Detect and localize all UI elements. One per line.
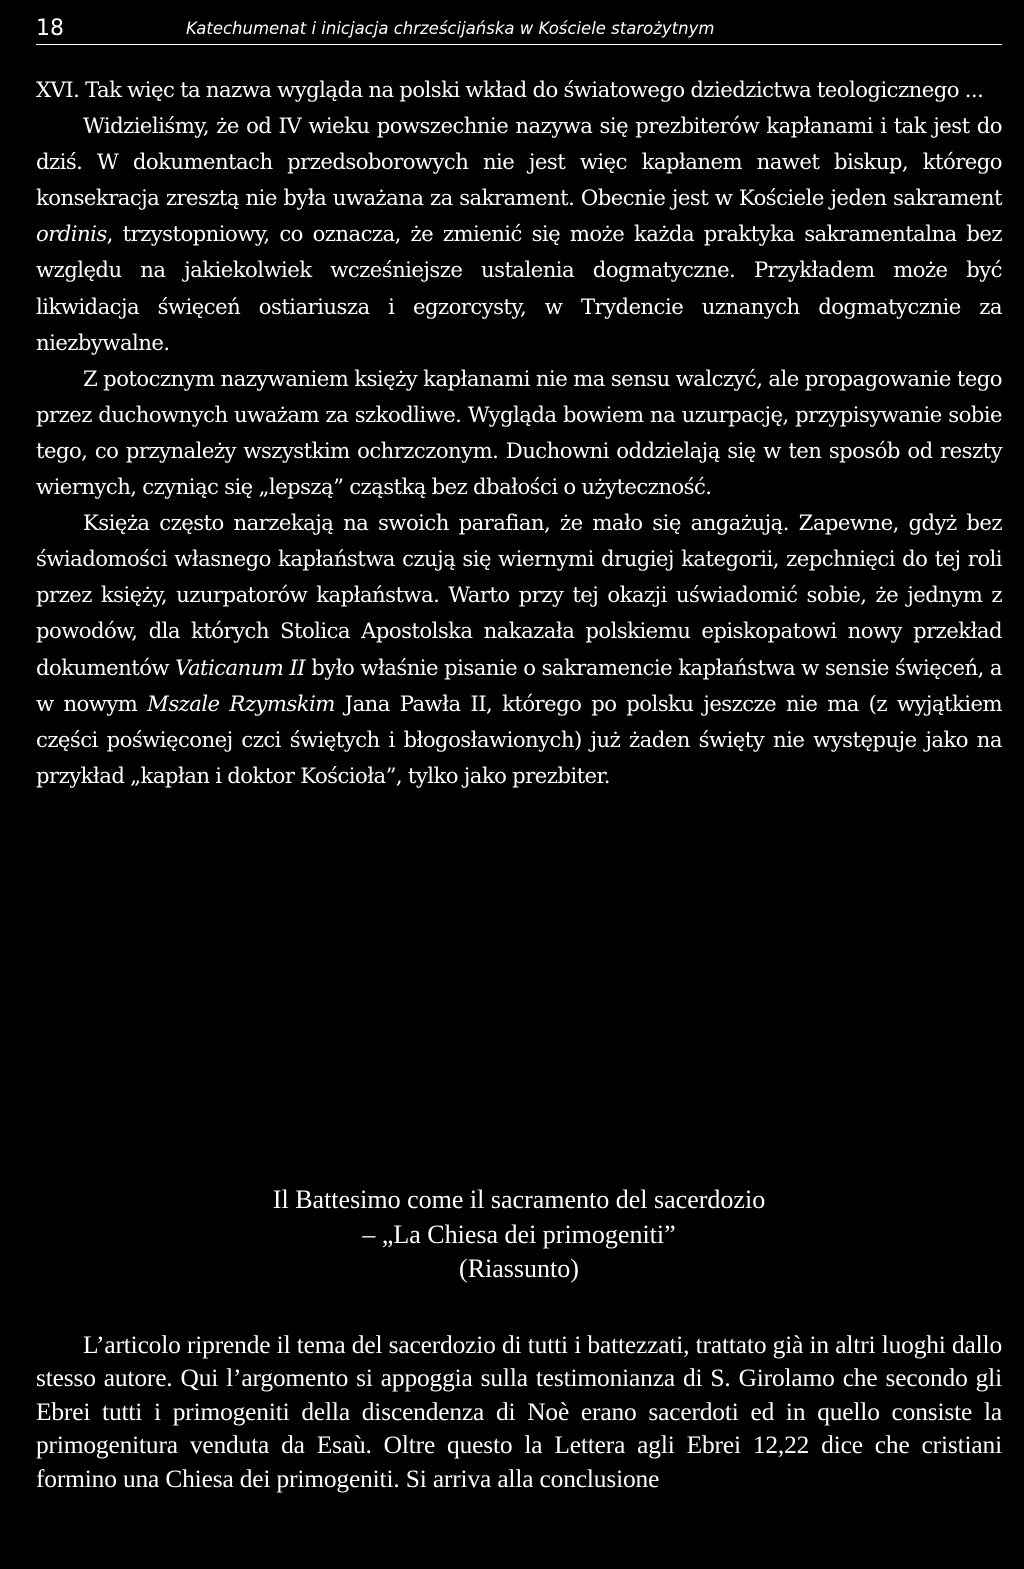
italic-title-mszal: Mszale Rzymskim	[147, 690, 335, 716]
paragraph-4	[36, 505, 1002, 794]
text-span: Jana Pawła II, którego po polsku jeszcze nie ma (z wyjątkiem części poświęconej czci świętych i błogosławionych) już żaden święty nie występuje jako na przykład „kapłan i doktor Kościoła”, tylko jako prezbiter.	[36, 690, 1002, 788]
main-text	[36, 72, 1002, 794]
paragraph-1: XVI. Tak więc ta nazwa wygląda na polski wkład do światowego dziedzictwa teologicznego ...	[36, 77, 984, 102]
document-page	[36, 0, 1002, 1569]
summary-title-line-1: Il Battesimo come il sacramento del sacerdozio	[272, 1185, 766, 1214]
summary-title-line-2: – „La Chiesa dei primogeniti”	[362, 1219, 676, 1249]
italic-term-ordinis: ordinis	[36, 221, 107, 247]
paragraph-2	[36, 108, 1002, 361]
summary-paragraph: L’articolo riprende il tema del sacerdozio di tutti i battezzati, trattato già in altri luoghi dallo stesso autore. Qui l’argomento si appoggia sulla testimonianza di S. Girolamo che secondo gli Ebrei tutti i primogeniti della discendenza di Noè erano sacerdoti ed in quello consiste la primogenitura venduta da Esaù. Oltre questo la Lettera agli Ebrei 12,22 dice che cristiani formino una Chiesa dei primogeniti. Si arriva alla conclusione	[36, 1331, 1002, 1493]
summary-title-line-3: (Riassunto)	[459, 1254, 579, 1283]
page-header	[36, 14, 1002, 44]
text-span: było właśnie pisanie o sakramencie kapłaństwa w sensie święceń, a w nowym	[36, 654, 1002, 716]
text-span: , trzystopniowy, co oznacza, że zmienić się może każda praktyka sakramentalna bez względu na jakiekolwiek wcześniejsze ustalenia dogmatyczne. Przykładem może być likwidacja święceń ostiariusza i egzorcysty, w Trydencie uznanych dogmatycznie za niezbywalne.	[36, 221, 1002, 355]
paragraph-3: Z potocznym nazywaniem księży kapłanami nie ma sensu walczyć, ale propagowanie tego przez duchownych uważam za szkodliwe. Wygląda bowiem na uzurpację, przypisywanie sobie tego, co przynależy wszystkim ochrzczonym. Duchowni oddzielają się w ten sposób od reszty wiernych, czyniąc się „lepszą” cząstką bez dbałości o użyteczność.	[36, 365, 1002, 500]
summary-text	[36, 1329, 1002, 1496]
text-span: Widzieliśmy, że od IV wieku powszechnie nazywa się prezbiterów kapłanami i tak jest do dziś. W dokumentach przedsoborowych nie jest więc kapłanem nawet biskup, którego konsekracja zresztą nie była uważana za sakrament. Obecnie jest w Kościele jeden sakrament	[36, 113, 1002, 211]
italic-title-vaticanum: Vaticanum II	[175, 654, 306, 680]
page-number: 18	[36, 16, 64, 41]
summary-heading	[36, 1183, 1002, 1287]
header-rule	[36, 44, 1002, 45]
running-title: Katechumenat i inicjacja chrześcijańska w Kościele starożytnym	[186, 19, 715, 38]
text-span: Księża często narzekają na swoich parafian, że mało się angażują. Zapewne, gdyż bez świadomości własnego kapłaństwa czują się wiernymi drugiej kategorii, zepchnięci do tej roli przez księży, uzurpatorów kapłaństwa. Warto przy tej okazji uświadomić sobie, że jednym z powodów, dla których Stolica Apostolska nakazała polskiemu episkopatowi nowy przekład dokumentów	[36, 510, 1002, 680]
